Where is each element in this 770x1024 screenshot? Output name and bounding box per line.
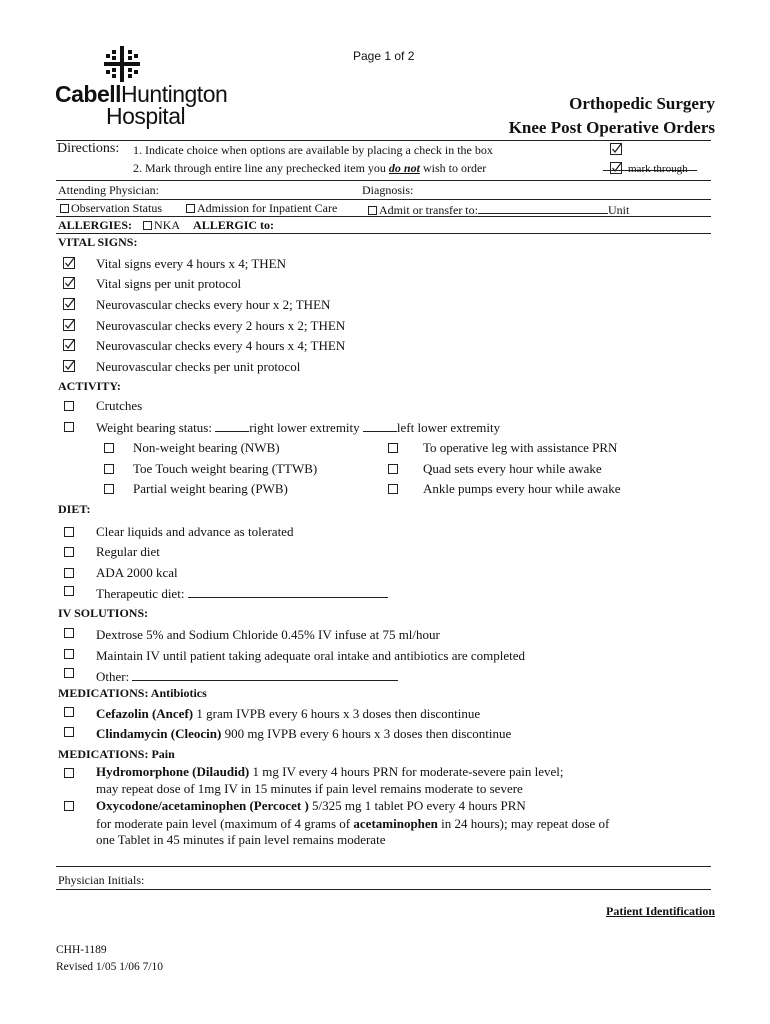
directions-label: Directions: bbox=[57, 141, 120, 156]
antibiotic-order: Clindamycin (Cleocin) 900 mg IVPB every 6 hours x 3 doses then discontinue bbox=[96, 726, 512, 741]
hospital-logo-icon bbox=[104, 46, 140, 82]
hydromorphone-checkbox[interactable] bbox=[64, 768, 74, 778]
vital-sign-item: Neurovascular checks per unit protocol bbox=[96, 359, 301, 374]
antibiotic-checkbox[interactable] bbox=[64, 727, 74, 737]
vital-sign-checkbox[interactable] bbox=[63, 257, 75, 269]
vital-signs-heading: VITAL SIGNS: bbox=[58, 235, 138, 249]
weight-bearing-option-label: Partial weight bearing (PWB) bbox=[133, 481, 288, 496]
title-line2: Knee Post Operative Orders bbox=[508, 118, 715, 137]
iv-other-checkbox[interactable] bbox=[64, 668, 74, 678]
mark-through-label: mark through bbox=[628, 163, 688, 175]
vital-sign-checkbox[interactable] bbox=[63, 339, 75, 351]
diagnosis-label: Diagnosis: bbox=[362, 183, 414, 197]
logo-wordmark: CabellHuntington bbox=[55, 81, 228, 107]
oxycodone-checkbox[interactable] bbox=[64, 801, 74, 811]
weight-bearing-row: Weight bearing status: right lower extremity left lower extremity bbox=[96, 420, 501, 435]
weight-bearing-option-checkbox[interactable] bbox=[104, 464, 114, 474]
pain-heading: MEDICATIONS: Pain bbox=[58, 747, 175, 761]
iv-heading: IV SOLUTIONS: bbox=[58, 606, 149, 620]
title-line1: Orthopedic Surgery bbox=[569, 94, 715, 113]
activity-option-checkbox[interactable] bbox=[388, 464, 398, 474]
weight-bearing-option-label: Toe Touch weight bearing (TTWB) bbox=[133, 461, 318, 476]
diet-option-label: Regular diet bbox=[96, 544, 160, 559]
activity-heading: ACTIVITY: bbox=[58, 379, 121, 393]
obs-status-option[interactable]: Observation Status bbox=[60, 201, 162, 216]
diet-option-checkbox[interactable] bbox=[64, 547, 74, 557]
vital-sign-checkbox[interactable] bbox=[63, 360, 75, 372]
vital-sign-item: Neurovascular checks every 2 hours x 2; THEN bbox=[96, 318, 346, 333]
iv-option-checkbox[interactable] bbox=[64, 649, 74, 659]
example-checked-icon bbox=[610, 143, 622, 155]
allergies-row: ALLERGIES: NKA ALLERGIC to: bbox=[58, 218, 275, 232]
nka-checkbox[interactable] bbox=[143, 221, 152, 230]
activity-option-label: Quad sets every hour while awake bbox=[423, 461, 602, 476]
activity-option-checkbox[interactable] bbox=[388, 484, 398, 494]
vital-sign-item: Vital signs per unit protocol bbox=[96, 276, 242, 291]
form-number: CHH-1189 bbox=[56, 944, 107, 956]
antibiotic-checkbox[interactable] bbox=[64, 707, 74, 717]
vital-sign-item: Vital signs every 4 hours x 4; THEN bbox=[96, 256, 286, 271]
example-strike-checked-icon bbox=[610, 162, 622, 174]
activity-option-checkbox[interactable] bbox=[388, 443, 398, 453]
diet-option-label: Clear liquids and advance as tolerated bbox=[96, 524, 294, 539]
vital-sign-checkbox[interactable] bbox=[63, 277, 75, 289]
admission-option[interactable]: Admission for Inpatient Care bbox=[186, 201, 337, 216]
physician-initials-label: Physician Initials: bbox=[58, 873, 145, 887]
obs-status-checkbox[interactable] bbox=[60, 204, 69, 213]
vital-sign-checkbox[interactable] bbox=[63, 319, 75, 331]
diet-option-checkbox[interactable] bbox=[64, 568, 74, 578]
activity-option-label: To operative leg with assistance PRN bbox=[423, 440, 618, 455]
weight-bearing-checkbox[interactable] bbox=[64, 422, 74, 432]
patient-id-label: Patient Identification bbox=[606, 904, 715, 918]
logo-sub: Hospital bbox=[106, 103, 186, 129]
weight-bearing-option-checkbox[interactable] bbox=[104, 443, 114, 453]
vital-sign-checkbox[interactable] bbox=[63, 298, 75, 310]
iv-option-checkbox[interactable] bbox=[64, 628, 74, 638]
admit-transfer-option[interactable]: Admit or transfer to: Unit bbox=[368, 201, 629, 218]
activity-option-label: Ankle pumps every hour while awake bbox=[423, 481, 621, 496]
crutches-label: Crutches bbox=[96, 398, 143, 413]
diet-heading: DIET: bbox=[58, 502, 91, 516]
therapeutic-diet-row: Therapeutic diet: bbox=[96, 585, 388, 602]
antibiotic-order: Cefazolin (Ancef) 1 gram IVPB every 6 hours x 3 doses then discontinue bbox=[96, 706, 481, 721]
oxycodone-line3: one Tablet in 45 minutes if pain level remains moderate bbox=[96, 832, 386, 847]
admit-transfer-checkbox[interactable] bbox=[368, 206, 377, 215]
iv-other-row: Other: bbox=[96, 668, 398, 685]
iv-option-label: Dextrose 5% and Sodium Chloride 0.45% IV infuse at 75 ml/hour bbox=[96, 627, 440, 642]
hydromorphone-line2: may repeat dose of 1mg IV in 15 minutes if pain level remains moderate to severe bbox=[96, 781, 523, 796]
directions-item-2: 2. Mark through entire line any prechecked item you do not wish to order bbox=[133, 161, 487, 175]
vital-sign-item: Neurovascular checks every 4 hours x 4; THEN bbox=[96, 338, 346, 353]
diet-option-label: ADA 2000 kcal bbox=[96, 565, 178, 580]
weight-bearing-option-checkbox[interactable] bbox=[104, 484, 114, 494]
weight-bearing-option-label: Non-weight bearing (NWB) bbox=[133, 440, 280, 455]
therapeutic-diet-checkbox[interactable] bbox=[64, 586, 74, 596]
crutches-checkbox[interactable] bbox=[64, 401, 74, 411]
hydromorphone-line1: Hydromorphone (Dilaudid) 1 mg IV every 4 hours PRN for moderate-severe pain level; bbox=[96, 764, 564, 779]
attending-physician-label: Attending Physician: bbox=[58, 183, 159, 197]
page-label: Page 1 of 2 bbox=[353, 49, 415, 63]
oxycodone-line1: Oxycodone/acetaminophen (Percocet ) 5/325 mg 1 tablet PO every 4 hours PRN bbox=[96, 798, 526, 813]
vital-sign-item: Neurovascular checks every hour x 2; THEN bbox=[96, 297, 331, 312]
oxycodone-line2: for moderate pain level (maximum of 4 grams of acetaminophen in 24 hours); may repeat dose of bbox=[96, 816, 610, 831]
admission-checkbox[interactable] bbox=[186, 204, 195, 213]
directions-item-1: 1. Indicate choice when options are available by placing a check in the box bbox=[133, 143, 493, 157]
antibiotics-heading: MEDICATIONS: Antibiotics bbox=[58, 686, 207, 700]
iv-option-label: Maintain IV until patient taking adequate oral intake and antibiotics are completed bbox=[96, 648, 525, 663]
revised-dates: Revised 1/05 1/06 7/10 bbox=[56, 961, 164, 973]
diet-option-checkbox[interactable] bbox=[64, 527, 74, 537]
